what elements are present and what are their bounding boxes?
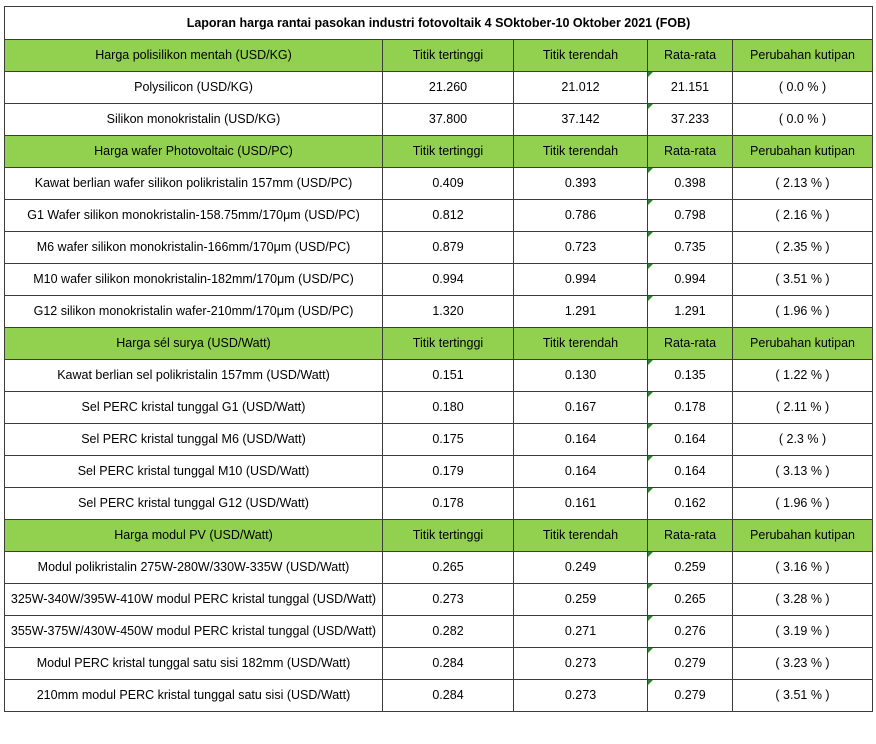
lowest-price-cell: 0.393: [514, 168, 648, 200]
product-name-cell: 355W-375W/430W-450W modul PERC kristal tunggal (USD/Watt): [5, 616, 383, 648]
price-change-cell: ( 3.16 % ): [733, 552, 873, 584]
lowest-price-cell: 0.164: [514, 456, 648, 488]
lowest-price-cell: 0.273: [514, 680, 648, 712]
column-header-change: Perubahan kutipan: [733, 520, 873, 552]
average-price-cell: 0.135: [648, 360, 733, 392]
highest-price-cell: 0.282: [383, 616, 514, 648]
average-price-cell: 0.164: [648, 424, 733, 456]
average-price-cell: 0.735: [648, 232, 733, 264]
column-header-change: Perubahan kutipan: [733, 136, 873, 168]
average-price-cell: 0.798: [648, 200, 733, 232]
highest-price-cell: 1.320: [383, 296, 514, 328]
lowest-price-cell: 0.249: [514, 552, 648, 584]
price-change-cell: ( 3.51 % ): [733, 264, 873, 296]
lowest-price-cell: 0.786: [514, 200, 648, 232]
column-header-average: Rata-rata: [648, 520, 733, 552]
section-title: Harga sél surya (USD/Watt): [5, 328, 383, 360]
price-report-table: [4, 6, 873, 712]
table-row: [5, 72, 873, 104]
average-price-cell: 0.162: [648, 488, 733, 520]
column-header-highest: Titik tertinggi: [383, 40, 514, 72]
lowest-price-cell: 0.273: [514, 648, 648, 680]
product-name-cell: Modul polikristalin 275W-280W/330W-335W (USD/Watt): [5, 552, 383, 584]
table-row: [5, 264, 873, 296]
highest-price-cell: 0.284: [383, 680, 514, 712]
price-change-cell: ( 2.13 % ): [733, 168, 873, 200]
product-name-cell: Modul PERC kristal tunggal satu sisi 182mm (USD/Watt): [5, 648, 383, 680]
section-header-row: [5, 40, 873, 72]
average-price-cell: 0.178: [648, 392, 733, 424]
product-name-cell: 210mm modul PERC kristal tunggal satu sisi (USD/Watt): [5, 680, 383, 712]
highest-price-cell: 21.260: [383, 72, 514, 104]
section-header-row: [5, 520, 873, 552]
highest-price-cell: 0.812: [383, 200, 514, 232]
table-row: [5, 584, 873, 616]
product-name-cell: Silikon monokristalin (USD/KG): [5, 104, 383, 136]
table-row: [5, 232, 873, 264]
highest-price-cell: 0.273: [383, 584, 514, 616]
average-price-cell: 0.279: [648, 680, 733, 712]
product-name-cell: Kawat berlian sel polikristalin 157mm (USD/Watt): [5, 360, 383, 392]
table-row: [5, 456, 873, 488]
average-price-cell: 1.291: [648, 296, 733, 328]
price-change-cell: ( 3.19 % ): [733, 616, 873, 648]
price-change-cell: ( 2.11 % ): [733, 392, 873, 424]
highest-price-cell: 0.151: [383, 360, 514, 392]
average-price-cell: 37.233: [648, 104, 733, 136]
lowest-price-cell: 1.291: [514, 296, 648, 328]
table-row: [5, 104, 873, 136]
price-change-cell: ( 0.0 % ): [733, 72, 873, 104]
product-name-cell: M10 wafer silikon monokristalin-182mm/170μm (USD/PC): [5, 264, 383, 296]
average-price-cell: 0.398: [648, 168, 733, 200]
lowest-price-cell: 0.271: [514, 616, 648, 648]
column-header-average: Rata-rata: [648, 136, 733, 168]
highest-price-cell: 0.175: [383, 424, 514, 456]
highest-price-cell: 0.879: [383, 232, 514, 264]
table-row: [5, 680, 873, 712]
average-price-cell: 0.259: [648, 552, 733, 584]
column-header-average: Rata-rata: [648, 328, 733, 360]
product-name-cell: 325W-340W/395W-410W modul PERC kristal tunggal (USD/Watt): [5, 584, 383, 616]
table-row: [5, 168, 873, 200]
table-row: [5, 648, 873, 680]
average-price-cell: 0.279: [648, 648, 733, 680]
title-row: [5, 7, 873, 40]
section-title: Harga wafer Photovoltaic (USD/PC): [5, 136, 383, 168]
table-row: [5, 552, 873, 584]
column-header-lowest: Titik terendah: [514, 328, 648, 360]
lowest-price-cell: 0.723: [514, 232, 648, 264]
average-price-cell: 0.164: [648, 456, 733, 488]
price-change-cell: ( 3.28 % ): [733, 584, 873, 616]
column-header-highest: Titik tertinggi: [383, 136, 514, 168]
product-name-cell: Kawat berlian wafer silikon polikristalin 157mm (USD/PC): [5, 168, 383, 200]
table-row: [5, 200, 873, 232]
product-name-cell: G12 silikon monokristalin wafer-210mm/170μm (USD/PC): [5, 296, 383, 328]
price-change-cell: ( 3.23 % ): [733, 648, 873, 680]
product-name-cell: Polysilicon (USD/KG): [5, 72, 383, 104]
highest-price-cell: 0.994: [383, 264, 514, 296]
product-name-cell: Sel PERC kristal tunggal G1 (USD/Watt): [5, 392, 383, 424]
highest-price-cell: 0.180: [383, 392, 514, 424]
highest-price-cell: 0.409: [383, 168, 514, 200]
section-header-row: [5, 328, 873, 360]
section-header-row: [5, 136, 873, 168]
column-header-lowest: Titik terendah: [514, 136, 648, 168]
highest-price-cell: 0.265: [383, 552, 514, 584]
price-change-cell: ( 2.3 % ): [733, 424, 873, 456]
price-change-cell: ( 3.51 % ): [733, 680, 873, 712]
report-title: Laporan harga rantai pasokan industri fotovoltaik 4 SOktober-10 Oktober 2021 (FOB): [5, 7, 873, 40]
highest-price-cell: 0.284: [383, 648, 514, 680]
price-change-cell: ( 1.96 % ): [733, 296, 873, 328]
price-change-cell: ( 0.0 % ): [733, 104, 873, 136]
product-name-cell: M6 wafer silikon monokristalin-166mm/170μm (USD/PC): [5, 232, 383, 264]
column-header-highest: Titik tertinggi: [383, 520, 514, 552]
lowest-price-cell: 0.259: [514, 584, 648, 616]
highest-price-cell: 0.178: [383, 488, 514, 520]
table-row: [5, 360, 873, 392]
column-header-change: Perubahan kutipan: [733, 40, 873, 72]
section-title: Harga modul PV (USD/Watt): [5, 520, 383, 552]
product-name-cell: G1 Wafer silikon monokristalin-158.75mm/170μm (USD/PC): [5, 200, 383, 232]
column-header-highest: Titik tertinggi: [383, 328, 514, 360]
lowest-price-cell: 0.130: [514, 360, 648, 392]
table-row: [5, 424, 873, 456]
lowest-price-cell: 0.994: [514, 264, 648, 296]
section-title: Harga polisilikon mentah (USD/KG): [5, 40, 383, 72]
average-price-cell: 0.265: [648, 584, 733, 616]
table-row: [5, 616, 873, 648]
highest-price-cell: 0.179: [383, 456, 514, 488]
column-header-lowest: Titik terendah: [514, 40, 648, 72]
product-name-cell: Sel PERC kristal tunggal M6 (USD/Watt): [5, 424, 383, 456]
column-header-change: Perubahan kutipan: [733, 328, 873, 360]
column-header-lowest: Titik terendah: [514, 520, 648, 552]
lowest-price-cell: 0.167: [514, 392, 648, 424]
product-name-cell: Sel PERC kristal tunggal M10 (USD/Watt): [5, 456, 383, 488]
table-row: [5, 488, 873, 520]
price-change-cell: ( 2.35 % ): [733, 232, 873, 264]
highest-price-cell: 37.800: [383, 104, 514, 136]
lowest-price-cell: 37.142: [514, 104, 648, 136]
table-row: [5, 296, 873, 328]
column-header-average: Rata-rata: [648, 40, 733, 72]
average-price-cell: 0.994: [648, 264, 733, 296]
price-change-cell: ( 1.96 % ): [733, 488, 873, 520]
lowest-price-cell: 21.012: [514, 72, 648, 104]
lowest-price-cell: 0.164: [514, 424, 648, 456]
average-price-cell: 0.276: [648, 616, 733, 648]
price-change-cell: ( 2.16 % ): [733, 200, 873, 232]
product-name-cell: Sel PERC kristal tunggal G12 (USD/Watt): [5, 488, 383, 520]
table-row: [5, 392, 873, 424]
lowest-price-cell: 0.161: [514, 488, 648, 520]
price-change-cell: ( 3.13 % ): [733, 456, 873, 488]
price-change-cell: ( 1.22 % ): [733, 360, 873, 392]
table-body: [5, 7, 873, 712]
average-price-cell: 21.151: [648, 72, 733, 104]
